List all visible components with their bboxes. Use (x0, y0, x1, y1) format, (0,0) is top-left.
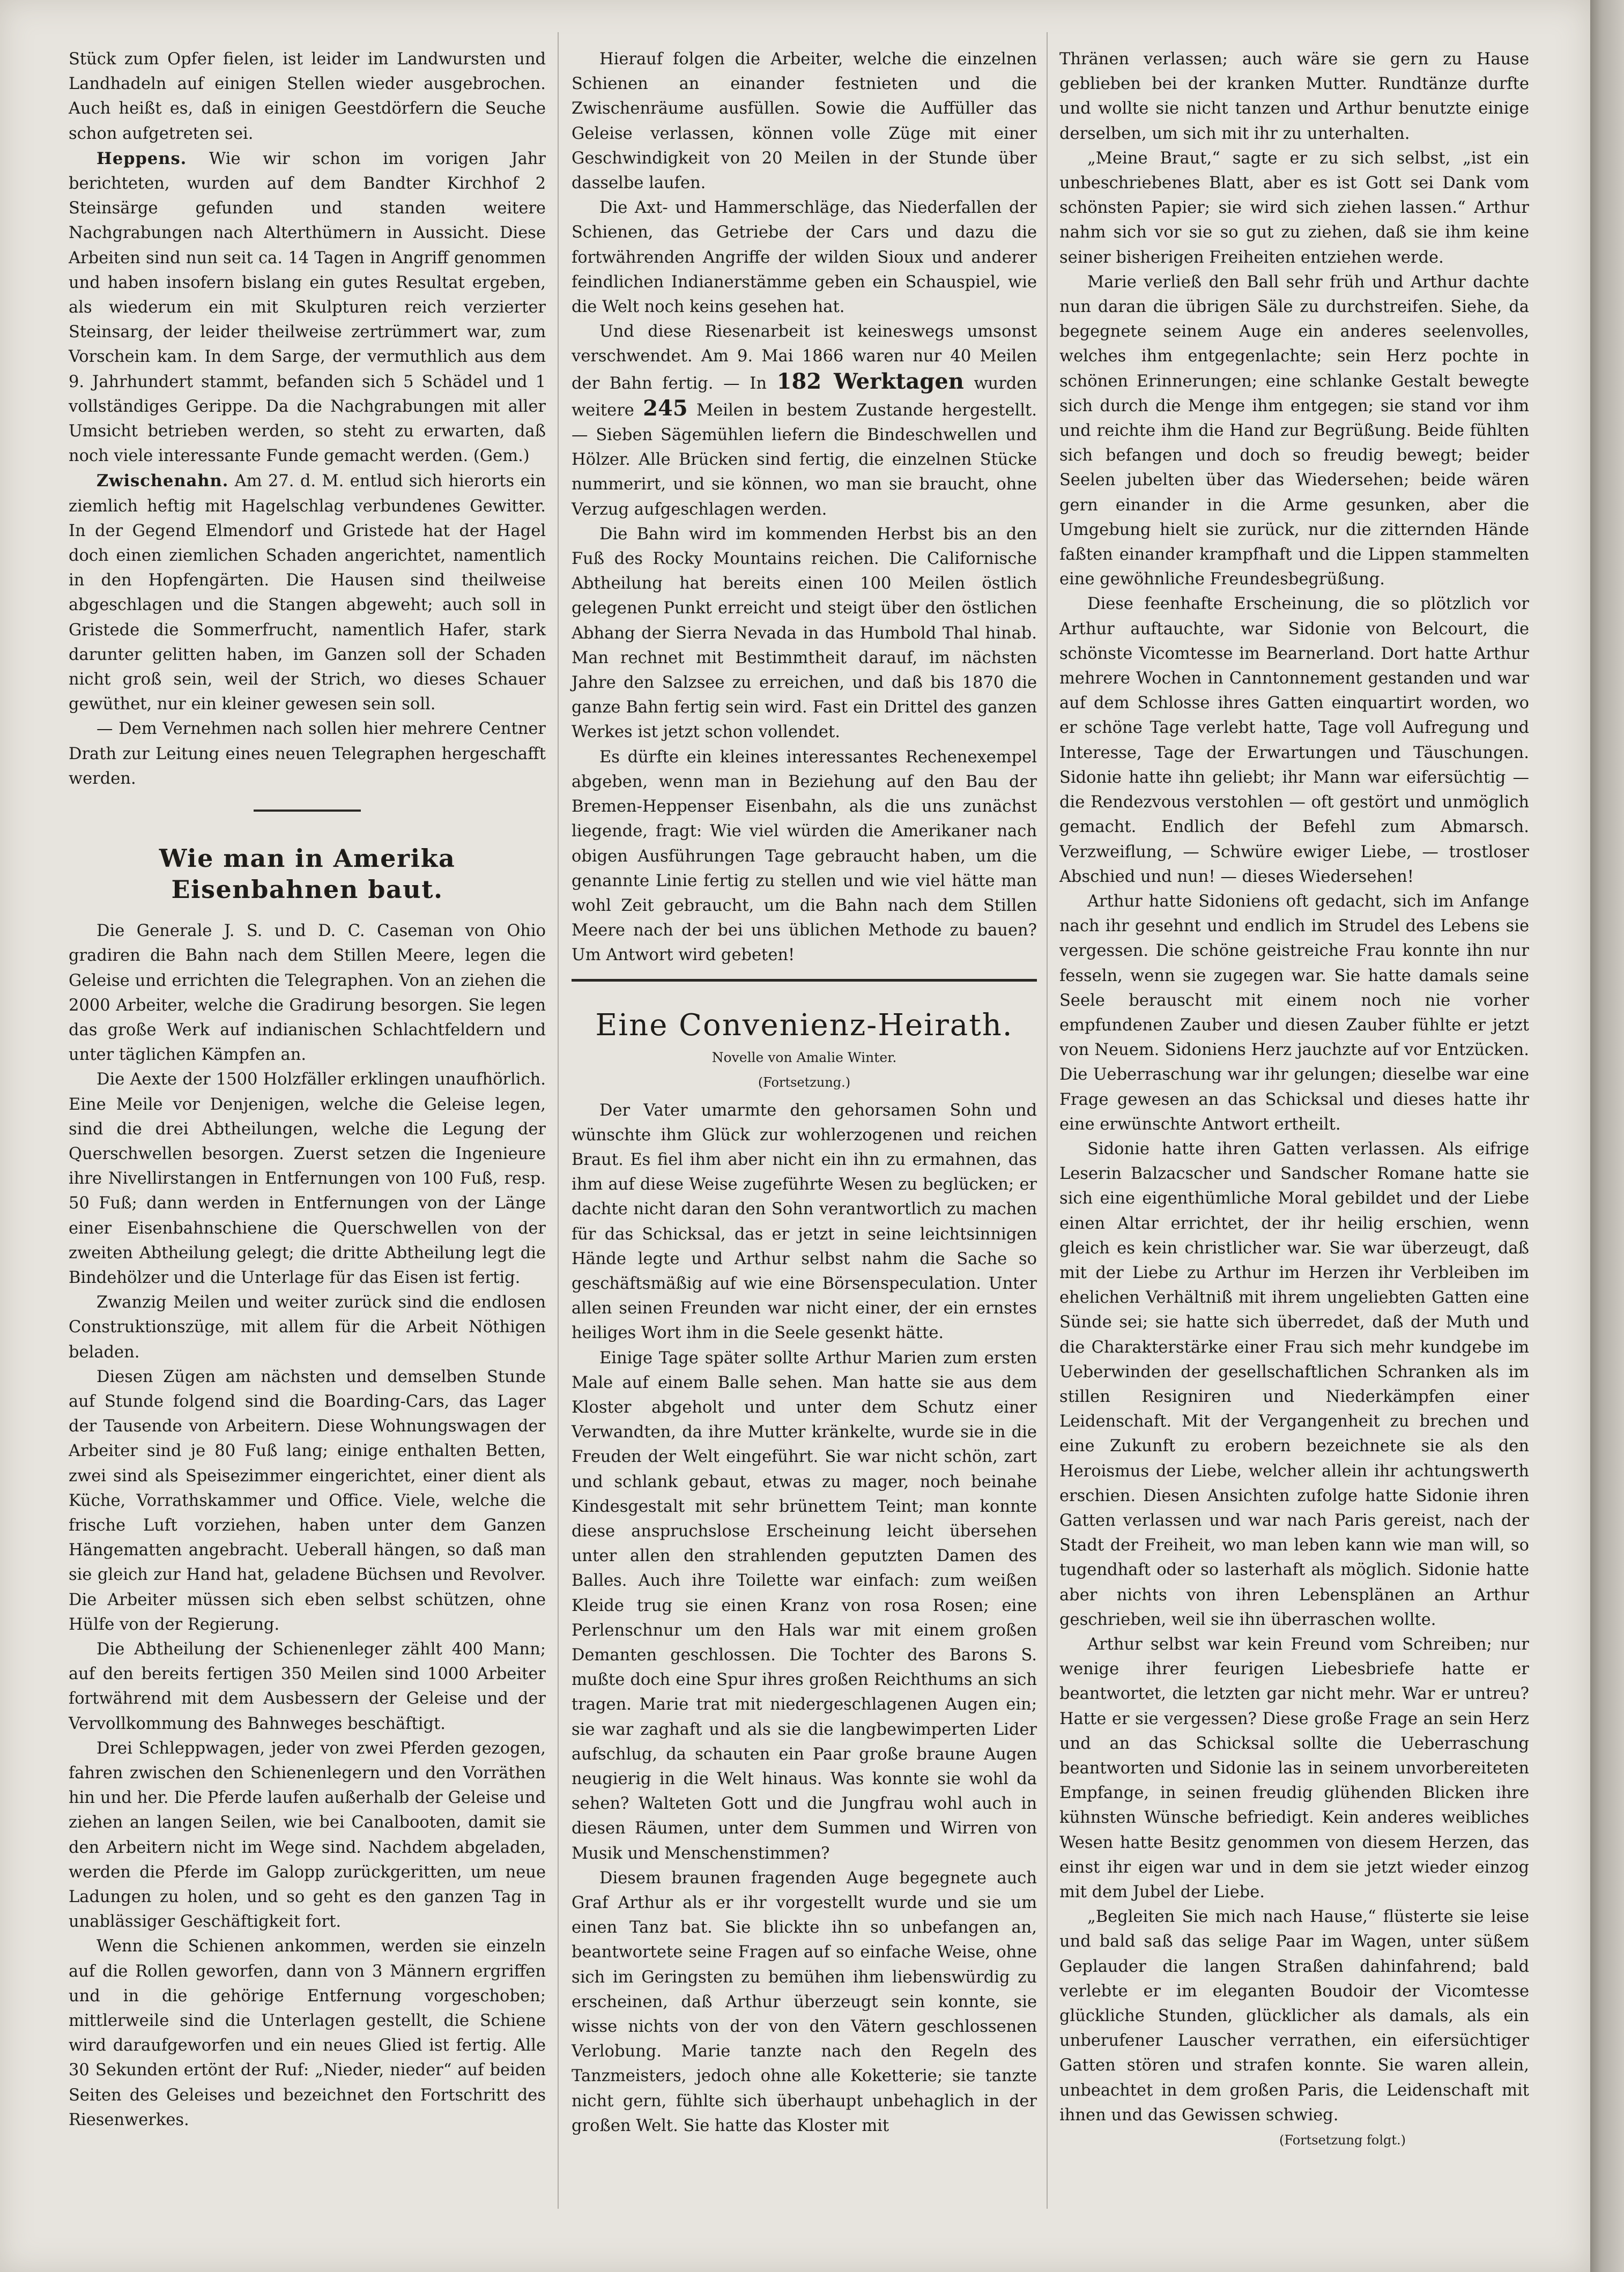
paragraph: „Meine Braut,“ sagte er zu sich selbst, „ist ein unbeschriebenes Blatt, aber es ist Gott sei Dank vom schönsten Papier; sie wird sich ziehen lassen.“ Arthur nahm sich vor sie so gut zu ziehen, daß sie ihm keine seiner bisherigen Freiheiten entziehen werde. (1059, 149, 1529, 267)
paragraph: Stück zum Opfer fielen, ist leider im Landwursten und Landhadeln auf einigen Stellen wieder ausgebrochen. Auch heißt es, daß in einigen Geestdörfern die Seuche schon aufgetreten sei. (69, 50, 546, 143)
place-heading: Heppens. (97, 149, 187, 168)
article-headline: Wie man in Amerika Eisenbahnen baut. (159, 844, 456, 904)
novel-byline: Novelle von Amalie Winter. (711, 1049, 897, 1065)
paragraph: Die Bahn wird im kommenden Herbst bis an den Fuß des Rocky Mountains reichen. Die Californische Abtheilung hat bereits einen 100 Meilen östlich gelegenen Punkt erreicht und steigt über den östlichen Abhang der Sierra Nevada in das Humbold Thal hinab. Man rechnet mit Bestimmtheit darauf, im nächsten Jahre den Salzsee zu erreichen, und daß bis 1870 die ganze Bahn fertig sein wird. Fast ein Drittel des ganzen Werkes ist jetzt schon vollendet. (572, 524, 1037, 742)
paragraph: Die Abtheilung der Schienenleger zählt 400 Mann; auf den bereits fertigen 350 Meilen sind 1000 Arbeiter fortwährend mit dem Ausbessern der Geleise und der Vervollkommung des Bahnweges beschäftigt. (69, 1639, 546, 1733)
paragraph: Die Axt- und Hammerschläge, das Niederfallen der Schienen, das Getriebe der Cars und dazu die fortwährenden Angriffe der wilden Sioux und anderer feindlichen Indianerstämme geben ein Schauspiel, wie die Welt noch keins gesehen hat. (572, 198, 1037, 317)
paragraph: Einige Tage später sollte Arthur Marien zum ersten Male auf einem Balle sehen. Man hatte sie aus dem Kloster abgeholt und unter dem Schutz einer Verwandten, da ihre Mutter kränkelte, wurde sie in die Freuden der Welt eingeführt. Sie war nicht schön, zart und schlank gebaut, etwas zu mager, noch beinahe Kindesgestalt mit sehr brünettem Teint; man konnte diese anspruchslose Erscheinung leicht übersehen unter allen den strahlenden geputzten Damen des Balles. Auch ihre Toilette war einfach: zum weißen Kleide trug sie einen Kranz von rosa Rosen; eine Perlenschnur um den Hals war mit einem großen Demanten geschlossen. Die Tochter des Barons S. mußte doch eine Spur ihres großen Reichthums an sich tragen. Marie trat mit niedergeschlagenen Augen ein; sie war zaghaft und als sie die langbewimperten Lider aufschlug, da schauten ein Paar große braune Augen neugierig in die Welt hinaus. Was konnte sie wohl da sehen? Walteten Gott und die Jungfrau wohl auch in diesen Räumen, unter dem Summen und Wirren von Musik und Menschenstimmen? (572, 1348, 1037, 1863)
column-divider (1047, 32, 1048, 2209)
column-3 (1059, 47, 1529, 2152)
text: Meilen in bestem Zustande hergestellt. — Sieben Sägemühlen liefern die Bindeschwellen und Hölzer. Alle Brücken sind fertig, die einzelnen Stücke nummerirt, und sie können, wo man sie braucht, ohne Verzug aufgeschlagen werden. (572, 400, 1037, 519)
paragraph: Diesen Zügen am nächsten und demselben Stunde auf Stunde folgend sind die Boarding-Cars, das Lager der Tausende von Arbeitern. Diese Wohnungswagen der Arbeiter sind je 80 Fuß lang; einige enthalten Betten, zwei sind als Speisezimmer eingerichtet, einer dient als Küche, Vorrathskammer und Office. Viele, welche die frische Luft vorziehen, haben unter dem Ganzen Hängematten angebracht. Ueberall hängen, so daß man sie gleich zur Hand hat, geladene Büchsen und Revolver. Die Arbeiter müssen sich eben selbst schützen, ohne Hülfe von der Regierung. (69, 1367, 546, 1634)
continuation-note: (Fortsetzung.) (758, 1074, 851, 1090)
column-2 (572, 47, 1037, 2139)
paragraph: Marie verließ den Ball sehr früh und Arthur dachte nun daran die übrigen Säle zu durchstreifen. Siehe, da begegnete seinem Auge ein anderes seelenvolles, welches ihm entgegenlachte; sein Herz pochte in schönen Erinnerungen; eine schlanke Gestalt bewegte sich durch die Menge ihm entgegen; sie stand vor ihm und reichte ihm die Hand zur Begrüßung. Beide fühlten sich befangen und doch so freudig bewegt; beider Seelen jubelten über das Wiedersehen; beide wären gern einander in die Arme gesunken, aber die Umgebung hielt sie zurück, nur die zitternden Hände faßten einander krampfhaft und die Lippen stammelten eine gewöhnliche Freundesbegrüßung. (1059, 272, 1529, 589)
news-item-zwischenahn (69, 469, 546, 717)
column-divider (558, 32, 559, 2209)
paragraph: Hierauf folgen die Arbeiter, welche die einzelnen Schienen an einander festnieten und die Zwischenräume ausfüllen. Sowie die Auffüller das Geleise verlassen, können volle Züge mit einer Geschwindigkeit von 20 Meilen in der Stunde über dasselbe laufen. (572, 50, 1037, 193)
column-1 (69, 47, 546, 2133)
news-item-heppens (69, 146, 546, 469)
paragraph: Die Aexte der 1500 Holzfäller erklingen unaufhörlich. Eine Meile vor Denjenigen, welche die Geleise legen, sind die drei Abtheilungen, welche die Legung der Querschwellen besorgen. Zuerst setzen die Ingenieure ihre Nivellirstangen in Entfernungen von 100 Fuß, resp. 50 Fuß; dann werden in Entfernungen von der Länge einer Eisenbahnschiene die Querschwellen von der zweiten Abtheilung gelegt; die dritte Abtheilung legt die Bindehölzer und die Unterlage für das Eisen ist fertig. (69, 1070, 546, 1287)
bold-figure: 182 Werktagen (776, 368, 964, 394)
paragraph: Der Vater umarmte den gehorsamen Sohn und wünschte ihm Glück zur wohlerzogenen und reichen Braut. Es fiel ihm aber nicht ein ihn zu ermahnen, das ihm auf diese Weise zugeführte Wesen zu beglücken; er dachte nicht daran den Sohn verantwortlich zu machen für das Schicksal, das er jetzt in seine leichtsinnigen Hände legte und Arthur selbst nahm die Sache so geschäftsmäßig auf wie eine Börsenspeculation. Unter allen seinen Freunden war nicht einer, der ein ernstes heiliges Wort ihm in die Seele gesenkt hätte. (572, 1101, 1037, 1343)
paragraph-with-figures (572, 320, 1037, 522)
paragraph: Wenn die Schienen ankommen, werden sie einzeln auf die Rollen geworfen, dann von 3 Männern ergriffen und in die gehörige Entfernung vorgeschoben; mittlerweile sind die Unterlagen gestellt, die Schiene wird daraufgeworfen und ein neues Glied ist fertig. Alle 30 Sekunden ertönt der Ruf: „Nieder, nieder“ auf beiden Seiten des Geleises und bezeichnet den Fortschritt des Riesenwerkes. (69, 1937, 546, 2129)
bold-figure: 245 (643, 395, 688, 421)
paragraph: Die Generale J. S. und D. C. Caseman von Ohio gradiren die Bahn nach dem Stillen Meere, legen die Geleise und errichten die Telegraphen. Von an ziehen die 2000 Arbeiter, welche die Gradirung besorgen. Sie legen das große Werk auf indianischen Schlachtfeldern und unter täglichen Kämpfen an. (69, 922, 546, 1065)
paragraph: Diesem braunen fragenden Auge begegnete auch Graf Arthur als er ihr vorgestellt wurde und sie um einen Tanz bat. Sie blickte ihn so unbefangen an, beantwortete seine Fragen auf so einfache Weise, ohne sich im Geringsten zu bemühen ihm liebenswürdig zu erscheinen, daß Arthur überzeugt sein konnte, sie wisse nichts von der von den Vätern geschlossenen Verlobung. Marie tanzte nach den Regeln des Tanzmeisters, jedoch ohne alle Koketterie; sie tanzte nicht gern, fühlte sich überhaupt unbehaglich in der großen Welt. Sie hatte das Kloster mit (572, 1868, 1037, 2135)
paragraph: — Dem Vernehmen nach sollen hier mehrere Centner Drath zur Leitung eines neuen Telegraphen hergeschafft werden. (69, 719, 546, 788)
paragraph: Sidonie hatte ihren Gatten verlassen. Als eifrige Leserin Balzacscher und Sandscher Romane hatte sie sich eine eigenthümliche Moral gebildet und der Liebe einen Altar errichtet, der ihr heilig erschien, wenn gleich es kein christlicher war. Sie war überzeugt, daß mit der Liebe zu Arthur im Herzen ihr Verbleiben im ehelichen Verhältniß mit ihrem ungeliebten Gatten eine Sünde sei; sie hatte sich überredet, daß der Muth und die Charakterstärke einer Frau sich mehr kundgebe im Ueberwinden der gesellschaftlichen Schranken als im stillen Resigniren und Niederkämpfen einer Leidenschaft. Mit der Vergangenheit zu brechen und eine Zukunft zu erobern bezeichnete sie als den Heroismus der Liebe, welcher allein ihr achtungswerth erschien. Diesen Ansichten zufolge hatte Sidonie ihren Gatten verlassen und war nach Paris gereist, nach der Stadt der Freiheit, wo man leben kann wie man will, so tugendhaft oder so lasterhaft als möglich. Sidonie hatte aber nichts von ihren Lebensplänen an Arthur geschrieben, weil sie ihn überraschen wollte. (1059, 1139, 1529, 1629)
news-text: Am 27. d. M. entlud sich hierorts ein ziemlich heftig mit Hagelschlag verbundenes Gewitter. In der Gegend Elmendorf und Gristede hat der Hagel doch einen ziemlichen Schaden angerichtet, namentlich in den Hopfengärten. Die Hausen sind theilweise abgeschlagen und die Stangen abgeweht; auch soll in Gristede die Sommerfrucht, namentlich Hafer, stark darunter gelitten haben, im Ganzen soll der Schaden nicht groß sein, weil der Strich, wo dieses Schauer gewüthet, nur ein kleiner gewesen sein soll. (69, 472, 546, 714)
paragraph: Thränen verlassen; auch wäre sie gern zu Hause geblieben bei der kranken Mutter. Rundtänze durfte und wollte sie nicht tanzen und Arthur benutzte einige derselben, um sich mit ihr zu unterhalten. (1059, 50, 1529, 143)
text: Und diese Riesenarbeit ist keineswegs umsonst verschwendet. Am 9. Mai 1866 waren nur 40 Meilen der Bahn fertig. — In (572, 322, 1037, 393)
paragraph: „Begleiten Sie mich nach Hause,“ flüsterte sie leise und bald saß das selige Paar im Wagen, unter süßem Geplauder die langen Straßen dahinfahrend; bald verlebte er im eleganten Boudoir der Vicomtesse glückliche Stunden, glücklicher als damals, als ein unberufener Lauscher verrathen, ein eifersüchtiger Gatten stören und strafen konnte. Sie waren allein, unbeachtet in dem großen Paris, die Leidenschaft mit ihnen und das Gewissen schwieg. (1059, 1907, 1529, 2125)
separator-rule (254, 810, 361, 812)
place-heading: Zwischenahn. (97, 471, 229, 491)
news-text: Wie wir schon im vorigen Jahr berichteten, wurden auf dem Bandter Kirchhof 2 Steinsärge gefunden und standen weitere Nachgrabungen nach Alterthümern in Aussicht. Diese Arbeiten sind nun seit ca. 14 Tagen in Angriff genommen und haben insofern bislang ein gutes Resultat ergeben, als wiederum ein mit Skulpturen reich verzierter Steinsarg, der leider theilweise zertrümmert war, zum Vorschein kam. In dem Sarge, der vermuthlich aus dem 9. Jahrhundert stammt, befanden sich 5 Schädel und 1 vollständiges Gerippe. Da die Nachgrabungen mit aller Umsicht betrieben werden, so steht zu erwarten, daß noch viele interessante Funde gemacht werden. (Gem.) (69, 149, 546, 466)
paragraph: Es dürfte ein kleines interessantes Rechenexempel abgeben, wenn man in Beziehung auf den Bau der Bremen-Heppenser Eisenbahn, als die uns zunächst liegende, fragt: Wie viel würden die Amerikaner nach obigen Ausführungen Tage gebraucht haben, um die genannte Linie fertig zu stellen und wie viel hätte man wohl Zeit gebraucht, um die Bahn nach dem Stillen Meere nach der bei uns üblichen Methode zu bauen? Um Antwort wird gebeten! (572, 747, 1037, 965)
novel-title: Eine Convenienz-Heirath. (595, 1007, 1013, 1043)
paragraph: Zwanzig Meilen und weiter zurück sind die endlosen Construktionszüge, mit allem für die Arbeit Nöthigen beladen. (69, 1293, 546, 1362)
to-be-continued: (Fortsetzung folgt.) (1279, 2133, 1406, 2148)
paragraph: Diese feenhafte Erscheinung, die so plötzlich vor Arthur auftauchte, war Sidonie von Belcourt, die schönste Vicomtesse im Bearnerland. Dort hatte Arthur mehrere Wochen in Canntonnement gestanden und war auf dem Schlosse ihres Gatten einquartirt worden, wo er schöne Tage verlebt hatte, Tage voll Aufregung und Interesse, Tage der Erwartungen und Täuschungen. Sidonie hatte ihn geliebt; ihr Mann war eifersüchtig — die Rendezvous verstohlen — oft gestört und unmöglich gemacht. Endlich der Befehl zum Abmarsch. Verzweiflung, — Schwüre ewiger Liebe, — trostloser Abschied und nun! — dieses Wiedersehen! (1059, 595, 1529, 886)
separator-rule (572, 979, 1037, 982)
text: wurden weitere (572, 374, 1037, 420)
paragraph: Arthur selbst war kein Freund vom Schreiben; nur wenige ihrer feurigen Liebesbriefe hatte er beantwortet, die letzten gar nicht mehr. War er untreu? Hatte er sie vergessen? Diese große Frage an sein Herz und an das Schicksal sollte die Ueberraschung beantworten und Sidonie las in seinem unvorbereiteten Empfange, in seinen freudig glühenden Blicken ihre kühnsten Wünsche befriedigt. Kein anderes weibliches Wesen hatte Besitz genommen von diesem Herzen, das einst ihr eigen war und in dem sie jetzt wieder einzog mit dem Jubel der Liebe. (1059, 1635, 1529, 1902)
page-edge-shadow (1590, 0, 1624, 2272)
paragraph: Arthur hatte Sidoniens oft gedacht, sich im Anfange nach ihr gesehnt und endlich im Strudel des Lebens sie vergessen. Die schöne geistreiche Frau konnte ihn nur fesseln, wenn sie zugegen war. Sie hatte damals seine Seele berauscht mit einem noch nie vorher empfundenen Zauber und diesen Zauber fühlte er jetzt von Neuem. Sidoniens Herz jauchzte auf vor Entzücken. Die Ueberraschung war ihr gelungen; dieselbe war eine Frage gewesen an das Schicksal und dieses hatte ihr eine erwünschte Antwort ertheilt. (1059, 892, 1529, 1134)
paragraph: Drei Schleppwagen, jeder von zwei Pferden gezogen, fahren zwischen den Schienenlegern und den Vorräthen hin und her. Die Pferde laufen außerhalb der Geleise und ziehen an langen Seilen, wie bei Canalbooten, damit sie den Arbeitern nicht im Wege sind. Nachdem abgeladen, werden die Pferde im Galopp zurückgeritten, um neue Ladungen zu holen, und so geht es den ganzen Tag in unablässiger Geschäftigkeit fort. (69, 1739, 546, 1932)
